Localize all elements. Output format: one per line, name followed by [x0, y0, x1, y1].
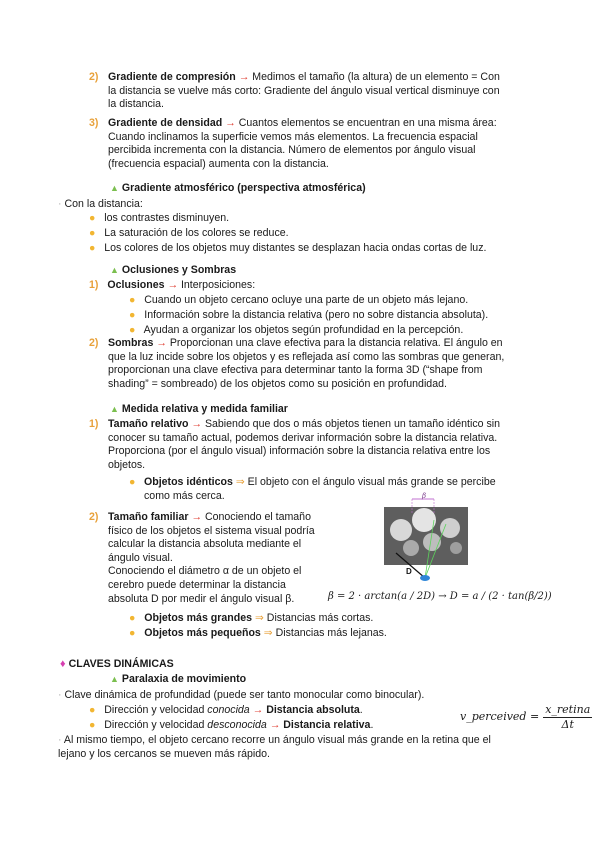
item-oclusiones	[89, 279, 255, 293]
item-text: .	[370, 719, 374, 732]
section-heading: Paralaxia de movimiento	[121, 673, 247, 685]
double-arrow-icon: ⇒	[263, 627, 273, 640]
item-title: Oclusiones	[107, 279, 165, 291]
arrow-icon: →	[238, 71, 250, 83]
bullet-icon: ●	[129, 627, 136, 640]
double-arrow-icon: ⇒	[254, 612, 264, 624]
bullet-icon: ●	[89, 227, 96, 240]
heading-medida	[110, 403, 288, 417]
diamond-icon: ♦	[60, 658, 66, 670]
list-item: La saturación de los colores se reduce.	[104, 227, 289, 240]
item-text: ángulo visual.	[108, 551, 173, 564]
item-text: que la luz incide sobre los objetos y es reflejada así como las sombras que generan,	[108, 350, 505, 363]
formula-denominator: Δt	[561, 717, 574, 731]
formula-fraction	[543, 703, 592, 731]
sphere	[390, 519, 412, 541]
intro-text: Con la distancia:	[64, 198, 143, 210]
item-text: objetos.	[108, 458, 146, 471]
double-arrow-icon: ⇒	[235, 476, 245, 488]
dot-icon: ·	[58, 734, 62, 746]
formula-text: β = 2 · arctan(a / 2D) → D = a / (2 · tan(β/2))	[328, 591, 552, 602]
bullet-icon: ●	[129, 324, 136, 337]
closing-text: Al mismo tiempo, el objeto cercano recorre un ángulo visual más grande en la retina que el	[63, 734, 491, 746]
arrow-icon: →	[266, 719, 284, 732]
item-text: Proporciona (por el ángulo visual) información sobre la distancia relativa entre los	[108, 445, 491, 458]
item-text: shading” = sombreado) de los objetos como su posición en profundidad.	[108, 377, 447, 390]
arrow-icon: →	[167, 279, 179, 291]
bullet-icon: ●	[129, 612, 136, 624]
list-item: los contrastes disminuyen.	[104, 212, 230, 224]
closing-text: lejano y los cercanos se mueven más rápido.	[58, 747, 270, 760]
arrow-icon: →	[191, 418, 203, 430]
item-title: Tamaño relativo	[108, 418, 189, 430]
item-text: proporcionan una clave efectiva para determinar tanto la forma 3D (“shape from	[108, 364, 483, 377]
dinamicas-intro	[58, 689, 424, 703]
list-item: Ayudan a organizar los objetos según profundidad en la percepción.	[143, 324, 464, 337]
triangle-icon: ▲	[110, 183, 119, 193]
section-heading: Oclusiones y Sombras	[121, 264, 237, 276]
bullet-icon: ●	[89, 242, 96, 255]
item-text: percibida incrementa con la distancia. Número de elementos por ángulo visual	[108, 144, 476, 157]
item-title: Objetos idénticos	[144, 476, 233, 488]
bullet-icon: ●	[89, 212, 96, 224]
figure-label-d: D	[406, 567, 412, 576]
section-heading: Medida relativa y medida familiar	[121, 403, 288, 415]
heading-atmosferico	[110, 182, 366, 196]
item-number: 2)	[89, 71, 99, 83]
item-title: Objetos más grandes	[144, 612, 252, 624]
triangle-icon: ▲	[110, 674, 119, 684]
item-number: 3)	[89, 117, 99, 129]
list-item: Los colores de los objetos muy distantes se desplazan hacia ondas cortas de luz.	[104, 242, 487, 255]
bullet-icon: ●	[89, 704, 96, 716]
dot-icon: ·	[58, 689, 62, 701]
bullet-icon: ●	[129, 309, 136, 322]
item-text: conocer su tamaño actual, podemos derivar información sobre la distancia relativa.	[108, 431, 498, 444]
eye-icon	[420, 575, 430, 581]
formula-velocity	[460, 703, 592, 731]
formula-beta	[328, 590, 552, 604]
item-text: calcular la distancia absoluta mediante el	[108, 538, 302, 551]
item-gradiente-compresion	[89, 71, 529, 112]
heading-claves-dinamicas	[60, 658, 174, 672]
formula-lhs: v_perceived =	[460, 710, 540, 724]
item-title: Distancia absoluta	[266, 704, 360, 716]
item-number: 2)	[89, 511, 99, 523]
section-heading: Gradiente atmosférico (perspectiva atmosférica)	[121, 182, 366, 194]
visual-angle-figure	[376, 490, 476, 586]
item-sombras	[89, 337, 529, 391]
item-text: .	[359, 704, 363, 716]
arrow-icon: →	[156, 337, 167, 349]
item-title: Gradiente de compresión	[108, 71, 236, 83]
item-title: Gradiente de densidad	[108, 117, 223, 129]
bullet-icon: ●	[89, 719, 96, 732]
dinamicas-closing	[58, 734, 538, 761]
sphere	[440, 518, 460, 538]
item-gradiente-densidad	[89, 117, 529, 171]
item-text: físico de los objetos el sistema visual podría	[108, 524, 315, 537]
dot-icon: ·	[58, 198, 62, 210]
item-text: Cuantos elementos se encuentran en una misma área:	[235, 117, 497, 129]
item-number: 1)	[89, 279, 99, 291]
item-text: Interposiciones:	[178, 279, 256, 291]
bullet-icon: ●	[129, 294, 136, 306]
item-text: Cuando inclinamos la superficie vemos más elementos. La frecuencia espacial	[108, 130, 478, 143]
item-text: desconocida	[207, 719, 267, 732]
list-item: Cuando un objeto cercano ocluye una parte de un objeto más lejano.	[144, 294, 469, 306]
figure-label-beta: β	[422, 492, 427, 500]
item-text: Dirección y velocidad	[104, 704, 208, 716]
item-text: como más cerca.	[144, 489, 225, 502]
bullet-icon: ●	[129, 476, 136, 488]
arrow-icon: →	[225, 117, 236, 129]
item-text: absoluta D por medir el ángulo visual β.	[108, 592, 295, 605]
item-text: Conociendo el diámetro α de un objeto el	[108, 565, 302, 578]
item-text: la distancia.	[108, 98, 164, 111]
item-text: Medimos el tamaño (la altura) de un elemento = Con	[249, 71, 500, 83]
section-heading: CLAVES DINÁMICAS	[68, 658, 174, 670]
item-text: Distancias más lejanas.	[272, 627, 387, 640]
item-text: Sabiendo que dos o más objetos tienen un tamaño idéntico sin	[202, 418, 501, 430]
atmosferico-intro	[58, 198, 143, 212]
formula-numerator: x_retina	[545, 703, 591, 716]
sphere	[423, 533, 441, 551]
sphere	[450, 542, 462, 554]
atmosferico-bullets	[89, 212, 486, 256]
triangle-icon: ▲	[110, 404, 119, 414]
heading-oclusiones	[110, 264, 236, 278]
item-objetos-grandes	[129, 612, 387, 641]
intro-text: Clave dinámica de profundidad (puede ser tanto monocular como binocular).	[64, 689, 425, 701]
item-text: El objeto con el ángulo visual más grande se percibe	[244, 476, 496, 488]
item-tamano-relativo	[89, 418, 529, 472]
oclusiones-sub-bullets	[129, 294, 488, 338]
item-text: cerebro puede determinar la distancia	[108, 578, 286, 591]
item-text: Dirección y velocidad	[104, 719, 208, 732]
item-text: la distancia se vuelve más corto: Gradiente del ángulo visual vertical disminuye con	[108, 84, 500, 97]
item-title: Distancia relativa	[283, 719, 371, 732]
item-text: Distancias más cortas.	[263, 612, 374, 624]
item-text: conocida	[207, 704, 250, 716]
list-item: Información sobre la distancia relativa (pero no sobre distancia absoluta).	[144, 309, 489, 322]
item-tamano-familiar	[89, 511, 329, 606]
item-title: Objetos más pequeños	[144, 627, 261, 640]
triangle-icon: ▲	[110, 265, 119, 275]
dinamicas-bullets	[89, 704, 373, 733]
item-number: 1)	[89, 418, 99, 430]
item-title: Tamaño familiar	[108, 511, 189, 523]
item-text: Proporcionan una clave efectiva para la distancia relativa. El ángulo en	[166, 337, 503, 349]
item-title: Sombras	[108, 337, 154, 349]
item-number: 2)	[89, 337, 99, 349]
item-text: Conociendo el tamaño	[202, 511, 311, 523]
sphere	[403, 540, 419, 556]
arrow-icon: →	[191, 511, 203, 523]
heading-paralaxia	[110, 673, 246, 687]
arrow-icon: →	[249, 704, 267, 716]
item-text: (frecuencia espacial) aumenta con la distancia.	[108, 157, 329, 170]
